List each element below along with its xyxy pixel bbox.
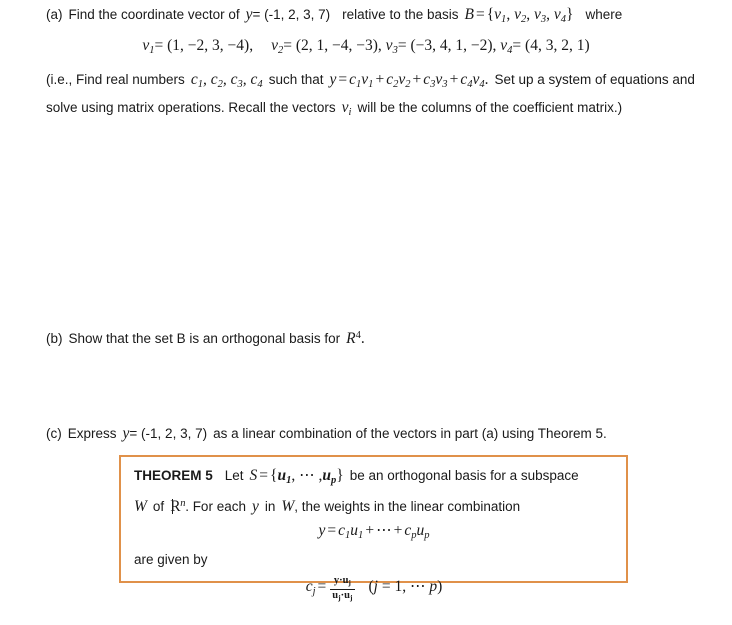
theorem-equation-math: $y = c_1u_1$ + ⋯ + $c_pu_p$: [318, 521, 430, 541]
part-c-label: (c): [46, 426, 62, 441]
vector-v4: $v_4$: [496, 37, 513, 56]
theorem-are-given-by: are given by: [134, 551, 208, 567]
basis-set-open: {: [486, 6, 495, 23]
basis-element-v3: $v_3$: [533, 6, 547, 25]
part-c-y-value: = (-1, 2, 3, 7): [129, 426, 208, 441]
part-a-text-1: Find the coordinate vector of: [68, 7, 240, 22]
instruction-segment-1: (i.e., Find real numbers: [46, 72, 185, 87]
theorem-title: THEOREM 5: [134, 468, 213, 483]
theorem-formula-range: (j = 1, ⋯ p): [368, 577, 443, 595]
part-a-label: (a): [46, 7, 63, 22]
part-a-y-symbol: y: [245, 6, 253, 23]
theorem-y-symbol: y: [251, 497, 259, 515]
fraction-denominator: $u_j\cdot u_j$: [332, 590, 353, 603]
basis-element-v4: $v_4$: [553, 6, 567, 25]
linear-combination-equation: $y = c_1v_1 + c_2v_2 + c_3v_3 + c_4v_4$.: [329, 71, 489, 90]
part-b-prompt: [46, 325, 365, 350]
theorem-line2-text-a: . For each: [185, 498, 246, 514]
theorem-line2-text-b: , the weights in the linear combination: [294, 498, 521, 514]
part-a-y-value: = (-1, 2, 3, 7): [252, 7, 331, 22]
basis-equals: =: [475, 6, 485, 23]
theorem-S-symbol: S: [249, 467, 258, 484]
vector-v4-value: = (4, 3, 2, 1): [512, 37, 590, 54]
part-b-text: Show that the set B is an orthogonal basis for: [68, 330, 341, 346]
theorem-S-equals: =: [259, 467, 269, 484]
part-c-prompt: [46, 423, 607, 445]
theorem-equation: [134, 519, 614, 547]
theorem-line1-text-a: Let: [224, 468, 244, 483]
theorem-u-first: $u_1$: [277, 467, 292, 486]
theorem-formula: [134, 575, 614, 604]
theorem-line-2: [134, 492, 614, 518]
instruction-segment-2: such that: [268, 72, 324, 87]
theorem-in-word: in: [264, 498, 276, 514]
theorem-set-open: {: [270, 467, 278, 484]
part-c-y-symbol: y: [122, 425, 130, 442]
part-c-text-2: as a linear combination of the vectors in part (a) using Theorem 5.: [213, 426, 607, 441]
vector-v2-value: = (2, 1, −4, −3),: [283, 37, 382, 54]
theorem-Rn-symbol: $R^n$: [170, 497, 186, 515]
instruction-segment-4: will be the columns of the coefficient matrix.): [357, 99, 623, 115]
fraction-numerator: $y\cdot u_j$: [330, 575, 354, 590]
theorem-line-1: [134, 464, 614, 492]
theorem-formula-equals: =: [317, 577, 327, 595]
basis-set-close: }: [566, 6, 574, 23]
vector-v3-value: = (−3, 4, 1, −2),: [397, 37, 497, 54]
vector-definitions: [0, 35, 732, 62]
instruction-paragraph: [46, 68, 710, 124]
part-a-trailing-word: where: [585, 7, 623, 22]
theorem-dots: , ⋯ ,: [291, 467, 323, 484]
theorem-u-last: $u_p$: [322, 467, 337, 486]
vector-v3: $v_3$: [381, 37, 398, 56]
vector-v2: $v_2$: [271, 37, 284, 56]
coefficient-list: $c_1$, $c_2$, $c_3$, $c_4$: [190, 71, 263, 90]
part-b-period: .: [360, 329, 365, 347]
instruction-vector-symbol: $v_i$: [341, 98, 352, 118]
vector-v1-value: = (1, −2, 3, −4),: [154, 37, 254, 54]
part-b-space-symbol: $R^4$: [346, 329, 361, 347]
basis-element-v1: $v_1$: [494, 6, 507, 25]
theorem-formula-fraction: [330, 575, 354, 604]
theorem-W-symbol-2: W: [281, 497, 295, 515]
theorem-W-symbol: W: [134, 497, 147, 515]
part-c-text-1: Express: [67, 426, 117, 441]
part-a-prompt: (a) Find the coordinate vector of y= (-1, 2, 3, 7) relative to the basis $B = \{v_1$, $v_2$, $v_3$, $v_4$} where: [46, 6, 623, 25]
theorem-box: [119, 455, 628, 603]
theorem-set-close: }: [336, 467, 344, 484]
vector-v1: $v_1$: [142, 37, 155, 56]
instruction-segment-3: Set up a system of equations and solve using matrix operations. Recall the vectors: [46, 72, 695, 115]
theorem-of-word: of: [152, 498, 165, 514]
theorem-formula-c: $c_j$: [305, 577, 316, 597]
part-a-text-2: relative to the basis: [342, 7, 459, 22]
basis-symbol: B: [464, 6, 474, 23]
part-b-label: (b): [46, 330, 63, 346]
theorem-line1-text-b: be an orthogonal basis for a subspace: [349, 468, 579, 483]
basis-element-v2: $v_2$: [514, 6, 527, 25]
